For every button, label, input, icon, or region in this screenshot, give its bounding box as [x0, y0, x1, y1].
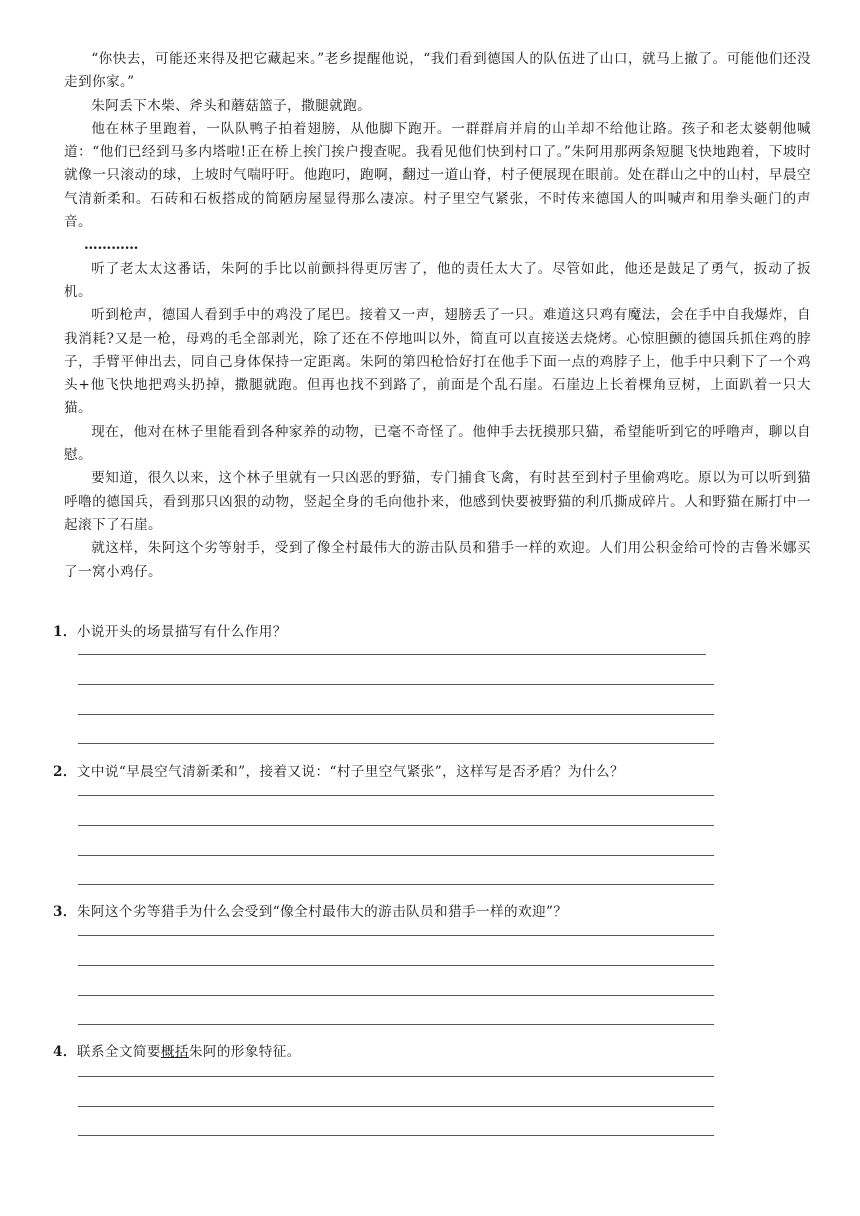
question-4 [53, 1042, 718, 1062]
question-1 [53, 622, 718, 642]
answer-line[interactable] [78, 965, 714, 966]
question-prompt [53, 902, 718, 922]
passage-paragraph: 现在，他对在林子里能看到各种家养的动物，已毫不奇怪了。他伸手去抚摸那只猫，希望能听到它的呼噜声，聊以自慰。 [64, 423, 811, 464]
question-prompt [53, 622, 718, 642]
answer-line[interactable] [78, 743, 714, 744]
question-prompt [53, 762, 718, 782]
answer-line[interactable] [78, 1076, 714, 1077]
question-text: 文中说“早晨空气清新柔和”，接着又说：“村子里空气紧张”，这样写是否矛盾？为什么？ [76, 764, 625, 780]
underlined-keyword: 概括 [160, 1044, 189, 1060]
passage-ellipsis: ………… [84, 237, 139, 254]
answer-line[interactable] [78, 995, 714, 996]
answer-line[interactable] [78, 1024, 714, 1025]
answer-line[interactable] [78, 935, 714, 936]
answer-line[interactable] [78, 684, 714, 685]
answer-line[interactable] [78, 1106, 714, 1107]
question-2 [53, 762, 718, 782]
passage-paragraph: 朱阿丢下木柴、斧头和蘑菇篮子，撒腿就跑。 [91, 97, 372, 114]
answer-line[interactable] [78, 795, 714, 796]
reading-passage [64, 48, 811, 584]
answer-line[interactable] [78, 1135, 714, 1136]
answer-line[interactable] [78, 855, 714, 856]
passage-paragraph: 听了老太太这番话，朱阿的手比以前颤抖得更厉害了，他的责任太大了。尽管如此，他还是鼓足了勇气，扳动了扳机。 [64, 260, 811, 300]
passage-paragraph: 就这样，朱阿这个劣等射手，受到了像全村最伟大的游击队员和猎手一样的欢迎。人们用公积金给可怜的吉鲁米娜买了一窝小鸡仔。 [64, 540, 811, 580]
question-number: 4． [53, 1044, 77, 1060]
passage-paragraph: 要知道，很久以来，这个林子里就有一只凶恶的野猫，专门捕食飞禽，有时甚至到村子里偷鸡吃。原以为可以听到猫呼噜的德国兵，看到那只凶狠的动物，竖起全身的毛向他扑来，他感到快要被野猫的利爪撕成碎片。人和野猫在厮打中一起滚下了石崖。 [64, 470, 811, 533]
question-3 [53, 902, 718, 922]
question-number: 1． [53, 624, 77, 640]
passage-paragraph: 听到枪声，德国人看到手中的鸡没了尾巴。接着又一声，翅膀丢了一只。难道这只鸡有魔法，会在手中自我爆炸，自我消耗?又是一枪，母鸡的毛全部剥光，除了还在不停地叫以外，简直可以直接送去烧烤。心惊胆颤的德国兵抓住鸡的脖子，手臂平伸出去，同自己身体保持一定距离。朱阿的第四枪恰好打在他手下面一点的鸡脖子上，他手中只剩下了一个鸡头+他飞快地把鸡头扔掉，撒腿就跑。但再也找不到路了，前面是个乱石崖。石崖边上长着棵角豆树，上面趴着一只大猫。 [64, 307, 811, 417]
answer-line[interactable] [78, 714, 714, 715]
passage-paragraph: “你快去，可能还来得及把它藏起来。”老乡提醒他说，“我们看到德国人的队伍进了山口，就马上撤了。可能他们还没走到你家。” [64, 51, 811, 91]
question-number: 2． [53, 764, 77, 780]
question-text: 小说开头的场景描写有什么作用？ [76, 624, 287, 640]
question-text: 朱阿这个劣等猎手为什么会受到“像全村最伟大的游击队员和猎手一样的欢迎”？ [76, 904, 568, 920]
question-prompt [53, 1042, 718, 1062]
answer-line[interactable] [78, 884, 714, 885]
question-text: 朱阿的形象特征。 [188, 1044, 301, 1060]
question-number: 3． [53, 904, 77, 920]
answer-line[interactable] [78, 825, 714, 826]
question-text: 联系全文简要 [76, 1044, 161, 1060]
passage-paragraph: 他在林子里跑着，一队队鸭子拍着翅膀，从他脚下跑开。一群群肩并肩的山羊却不给他让路。孩子和老太婆朝他喊道：“他们已经到马多内塔啦!正在桥上挨门挨户搜查呢。我看见他们快到村口了。”朱阿用那两条短腿飞快地跑着，下坡时就像一只滚动的球，上坡时气喘吁吁。他跑叼，跑啊，翻过一道山脊，村子便展现在眼前。处在群山之中的山村，早晨空气清新柔和。石砖和石板搭成的简陋房屋显得那么凄凉。村子里空气紧张，不时传来德国人的叫喊声和用拳头砸门的声音。 [64, 120, 811, 231]
answer-line[interactable] [78, 654, 706, 655]
